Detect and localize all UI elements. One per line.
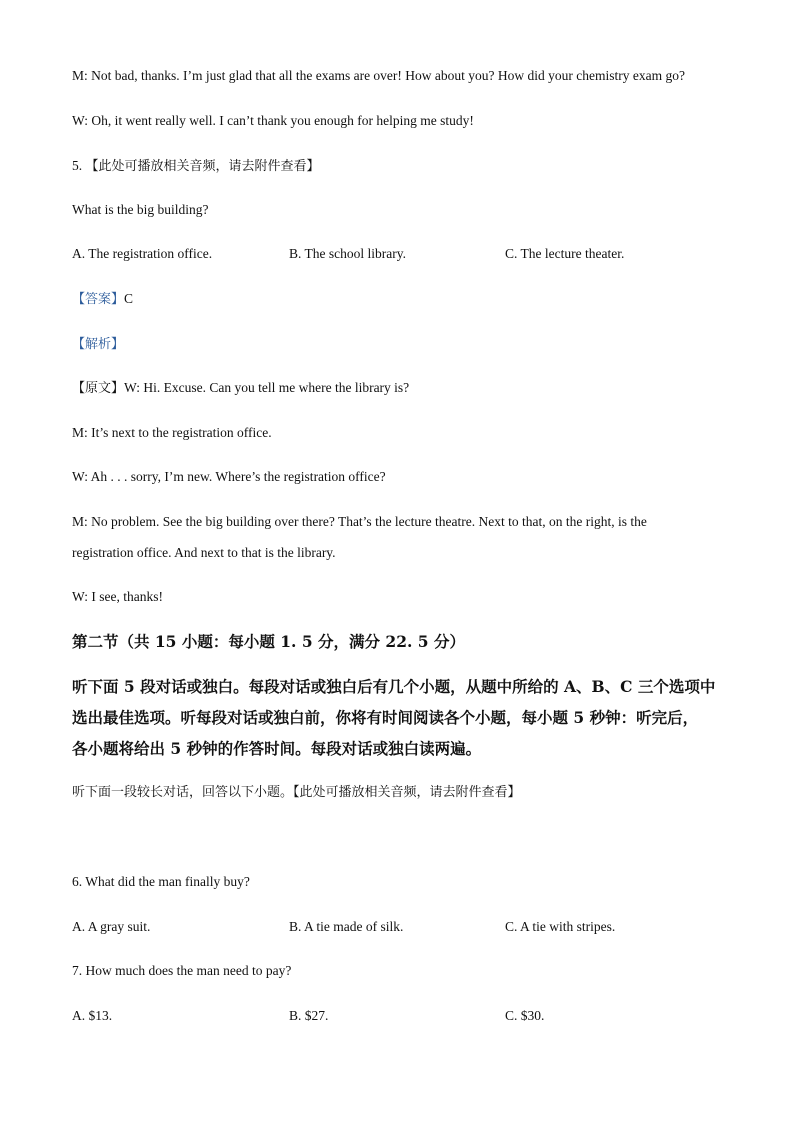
transcript-line: W: Ah . . . sorry, I’m new. Where’s the registration office? [72,469,386,484]
section-instructions: 各小题将给出 5 秒钟的作答时间。每段对话或独白读两遍。 [72,739,482,758]
transcript-line: W: I see, thanks! [72,589,163,604]
question-7-options [0,1007,794,1025]
analysis-line [72,335,124,354]
question-6-text: 6. What did the man finally buy? [72,874,250,889]
answer-label: 【答案】 [72,292,125,307]
transcript-line: registration office. And next to that is the library. [72,545,336,560]
option-c: C. A tie with stripes. [505,919,616,934]
dialogue-line: W: Oh, it went really well. I can’t thank you enough for helping me study! [72,113,474,128]
transcript-line [72,379,409,398]
transcript-line: M: It’s next to the registration office. [72,425,272,440]
option-a: A. The registration office. [72,246,213,261]
section-instructions: 听下面 5 段对话或独白。每段对话或独白后有几个小题，从题中所给的 A、B、C 三个选项中 [72,677,716,696]
section-heading: 第二节（共 15 小题：每小题 1. 5 分，满分 22. 5 分） [72,632,465,651]
question-number: 5. [72,158,83,173]
question-5-options [0,245,794,263]
answer-value: C [124,291,134,306]
question-5-text: What is the big building? [72,202,209,217]
section-intro: 听下面一段较长对话，回答以下小题。【此处可播放相关音频，请去附件查看】 [72,785,521,800]
option-b: B. The school library. [289,246,406,261]
transcript-label: 【原文】 [72,381,125,396]
section-instructions: 选出最佳选项。听每段对话或独白前，你将有时间阅读各个小题，每小题 5 秒钟：听完后， [72,708,699,727]
option-b: B. A tie made of silk. [289,919,404,934]
option-a: A. A gray suit. [72,919,151,934]
answer-line [72,290,133,309]
question-7-text: 7. How much does the man need to pay? [72,963,292,978]
question-6-options [0,918,794,936]
audio-note: 【此处可播放相关音频，请去附件查看】 [85,159,320,174]
transcript-text: W: Hi. Excuse. Can you tell me where the library is? [124,380,410,395]
question-5-header [72,157,320,176]
analysis-label: 【解析】 [72,337,125,352]
option-b: B. $27. [289,1008,329,1023]
transcript-line: M: No problem. See the big building over there? That’s the lecture theatre. Next to that, on the right, is the [72,514,647,529]
option-c: C. The lecture theater. [505,246,625,261]
dialogue-line: M: Not bad, thanks. I’m just glad that all the exams are over! How about you? How did your chemistry exam go? [72,68,685,83]
option-a: A. $13. [72,1008,113,1023]
option-c: C. $30. [505,1008,545,1023]
